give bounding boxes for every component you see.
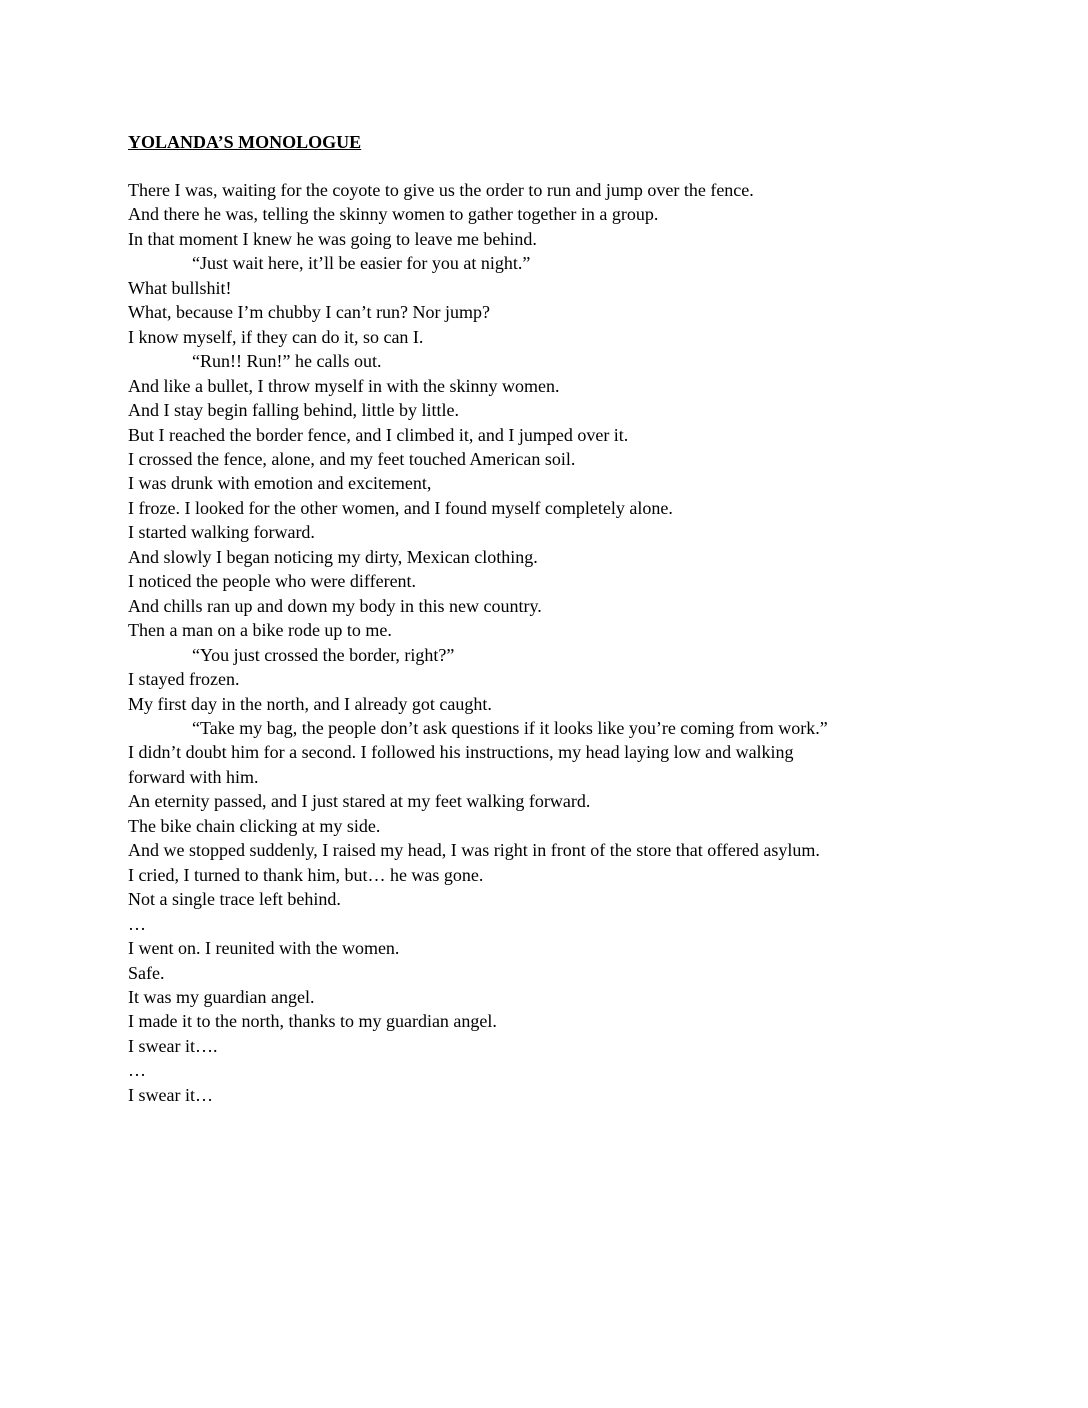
monologue-line: I stayed frozen. bbox=[128, 669, 240, 690]
monologue-line: forward with him. bbox=[128, 766, 259, 787]
monologue-line: I went on. I reunited with the women. bbox=[128, 938, 400, 959]
dialogue-line: “Take my bag, the people don’t ask questions if it looks like you’re coming from work.” bbox=[192, 717, 828, 738]
document-title: YOLANDA’S MONOLOGUE bbox=[128, 132, 362, 152]
monologue-line: Not a single trace left behind. bbox=[128, 889, 341, 910]
monologue-line: Safe. bbox=[128, 962, 165, 983]
dialogue-line: “Just wait here, it’ll be easier for you at night.” bbox=[192, 253, 531, 274]
monologue-line: I started walking forward. bbox=[128, 522, 315, 543]
monologue-body bbox=[128, 178, 958, 1107]
monologue-line: And there he was, telling the skinny women to gather together in a group. bbox=[128, 204, 659, 225]
monologue-line: And like a bullet, I throw myself in with the skinny women. bbox=[128, 375, 560, 396]
monologue-line: An eternity passed, and I just stared at my feet walking forward. bbox=[128, 791, 591, 812]
monologue-line: There I was, waiting for the coyote to give us the order to run and jump over the fence. bbox=[128, 180, 754, 200]
monologue-line: The bike chain clicking at my side. bbox=[128, 815, 381, 836]
monologue-line: What bullshit! bbox=[128, 277, 232, 298]
dialogue-line: “Run!! Run!” he calls out. bbox=[192, 351, 382, 372]
monologue-line: I swear it… bbox=[128, 1084, 213, 1105]
monologue-line: And we stopped suddenly, I raised my head, I was right in front of the store that offered asylum. bbox=[128, 840, 820, 861]
monologue-line: And slowly I began noticing my dirty, Mexican clothing. bbox=[128, 546, 538, 567]
monologue-line: I was drunk with emotion and excitement, bbox=[128, 473, 432, 494]
monologue-line: But I reached the border fence, and I climbed it, and I jumped over it. bbox=[128, 424, 629, 445]
monologue-line: I cried, I turned to thank him, but… he was gone. bbox=[128, 864, 484, 885]
monologue-line: I didn’t doubt him for a second. I followed his instructions, my head laying low and walking bbox=[128, 742, 794, 763]
monologue-line: And I stay begin falling behind, little by little. bbox=[128, 400, 459, 421]
monologue-line: … bbox=[128, 1060, 146, 1081]
monologue-line: I noticed the people who were different. bbox=[128, 571, 417, 592]
monologue-line: I froze. I looked for the other women, and I found myself completely alone. bbox=[128, 497, 673, 518]
monologue-line: I know myself, if they can do it, so can I. bbox=[128, 326, 424, 347]
monologue-line: … bbox=[128, 913, 146, 934]
monologue-line: It was my guardian angel. bbox=[128, 986, 315, 1007]
monologue-line: I crossed the fence, alone, and my feet touched American soil. bbox=[128, 448, 576, 469]
monologue-line: My first day in the north, and I already got caught. bbox=[128, 693, 492, 714]
monologue-line: And chills ran up and down my body in this new country. bbox=[128, 595, 542, 616]
monologue-line: Then a man on a bike rode up to me. bbox=[128, 620, 392, 641]
dialogue-line: “You just crossed the border, right?” bbox=[192, 644, 455, 665]
monologue-line: I made it to the north, thanks to my guardian angel. bbox=[128, 1011, 497, 1032]
monologue-line: What, because I’m chubby I can’t run? Nor jump? bbox=[128, 302, 491, 323]
monologue-line: I swear it…. bbox=[128, 1035, 218, 1056]
monologue-line: In that moment I knew he was going to leave me behind. bbox=[128, 228, 537, 249]
